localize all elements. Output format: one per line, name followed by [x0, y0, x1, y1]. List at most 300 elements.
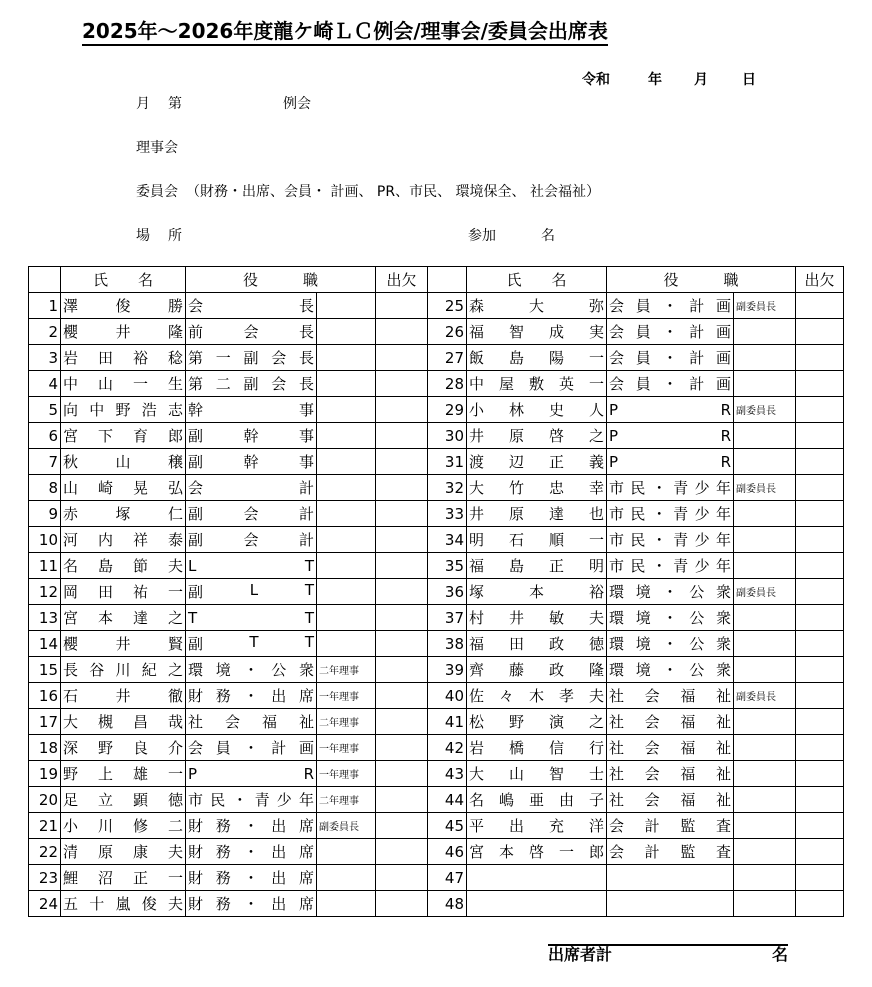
distributed-text: 平 出 充 洋: [469, 817, 604, 835]
table-header-row: [29, 267, 844, 293]
attendance-cell-left[interactable]: [376, 735, 428, 761]
distributed-text: 澤 俊 勝: [63, 297, 183, 315]
member-name-right: [467, 293, 607, 319]
member-role-right: [607, 709, 734, 735]
distributed-text: 会 計: [188, 479, 314, 497]
row-number-right: 38: [428, 631, 467, 657]
row-number-right: 47: [428, 865, 467, 891]
distributed-text: 副 会 計: [188, 505, 314, 523]
attendance-cell-left[interactable]: [376, 319, 428, 345]
distributed-text: 野 上 雄 一: [63, 765, 183, 783]
member-role-right: [607, 605, 734, 631]
distributed-text: 福 島 正 明: [469, 557, 604, 575]
distributed-text: 市 民 ・ 青 少 年: [609, 531, 731, 549]
member-name-right: [467, 527, 607, 553]
table-row: [29, 423, 844, 449]
attendance-cell-left[interactable]: [376, 423, 428, 449]
distributed-text: 財 務 ・ 出 席: [188, 895, 314, 913]
distributed-text: 岡 田 祐 一: [63, 583, 183, 601]
member-note-left: 二年理事: [317, 787, 376, 813]
member-role-right: [607, 371, 734, 397]
row-number-left: 3: [29, 345, 61, 371]
distributed-text: 市 民 ・ 青 少 年: [609, 557, 731, 575]
member-role-right: [607, 345, 734, 371]
member-note-left: 一年理事: [317, 761, 376, 787]
member-name-right: [467, 449, 607, 475]
member-note-left: [317, 345, 376, 371]
total-label: 出席者計: [548, 945, 613, 964]
distributed-text: 第 一 副 会 長: [188, 349, 314, 367]
member-name-right: [467, 709, 607, 735]
distributed-text: 岩 田 裕 稔: [63, 349, 183, 367]
member-note-right: [734, 319, 796, 345]
member-role-left: [186, 865, 317, 891]
member-note-right: [734, 891, 796, 917]
distributed-text: 井 原 達 也: [469, 505, 604, 523]
row-number-right: 42: [428, 735, 467, 761]
distributed-text: 宮 下 育 郎: [63, 427, 183, 445]
row-number-right: 44: [428, 787, 467, 813]
committee-list: （財務・出席、会員・ 計画、 PR、市民、 環境保全、 社会福祉）: [186, 184, 600, 200]
row-number-left: 6: [29, 423, 61, 449]
member-note-left: 一年理事: [317, 735, 376, 761]
member-note-left: 副委員長: [317, 813, 376, 839]
distributed-text: 会 員 ・ 計 画: [188, 739, 314, 757]
attendance-cell-left[interactable]: [376, 605, 428, 631]
distributed-text: 市 民 ・ 青 少 年: [609, 505, 731, 523]
distributed-text: 櫻 井 隆: [63, 323, 183, 341]
attendance-cell-left[interactable]: [376, 865, 428, 891]
distributed-text: 石 井 徹: [63, 687, 183, 705]
row-number-left: 18: [29, 735, 61, 761]
distributed-text: 齊 藤 政 隆: [469, 661, 604, 679]
distributed-text: 社 会 福 祉: [609, 791, 731, 809]
member-role-left: [186, 839, 317, 865]
member-name-left: [61, 865, 186, 891]
member-name-right: [467, 423, 607, 449]
member-role-right: [607, 449, 734, 475]
meeting-month-label: 月: [136, 96, 150, 112]
header-role-right: 役 職: [607, 267, 796, 293]
row-number-left: 7: [29, 449, 61, 475]
member-name-left: [61, 475, 186, 501]
attendance-cell-right[interactable]: [796, 813, 844, 839]
attendance-table: [28, 266, 844, 917]
row-number-right: 27: [428, 345, 467, 371]
table-row: [29, 579, 844, 605]
distributed-text: 山 崎 晃 弘: [63, 479, 183, 497]
distributed-text: 大 槻 昌 哉: [63, 713, 183, 731]
table-row: [29, 605, 844, 631]
row-number-left: 17: [29, 709, 61, 735]
header-name-left: 氏 名: [61, 267, 186, 293]
distributed-text: 小 川 修 二: [63, 817, 183, 835]
member-name-right: [467, 345, 607, 371]
distributed-text: 会 計 監 査: [609, 843, 731, 861]
distributed-text: 小 林 史 人: [469, 401, 604, 419]
row-number-right: 48: [428, 891, 467, 917]
distributed-text: 足 立 顕 徳: [63, 791, 183, 809]
date-day: 日: [742, 72, 756, 88]
attendance-cell-left[interactable]: [376, 631, 428, 657]
date-year: 年: [648, 72, 662, 88]
member-name-left: [61, 735, 186, 761]
row-number-left: 5: [29, 397, 61, 423]
distributed-text: 長 谷 川 紀 之: [63, 661, 183, 679]
member-name-left: [61, 397, 186, 423]
member-role-left: [186, 397, 317, 423]
header-name-right: 氏 名: [467, 267, 607, 293]
row-number-left: 16: [29, 683, 61, 709]
row-number-left: 20: [29, 787, 61, 813]
member-note-right: [734, 553, 796, 579]
member-role-left: [186, 449, 317, 475]
attendance-cell-left[interactable]: [376, 527, 428, 553]
table-row: [29, 709, 844, 735]
distributed-text: 大 竹 忠 幸: [469, 479, 604, 497]
table-row: [29, 371, 844, 397]
member-name-right: [467, 813, 607, 839]
attendance-cell-right[interactable]: [796, 787, 844, 813]
row-number-right: 28: [428, 371, 467, 397]
attendance-cell-right[interactable]: [796, 527, 844, 553]
distributed-text: 宮 本 啓 一 郎: [469, 843, 604, 861]
distributed-text: 会 員 ・ 計 画: [609, 297, 731, 315]
member-note-left: [317, 865, 376, 891]
member-role-right: [607, 839, 734, 865]
attendance-cell-right[interactable]: [796, 683, 844, 709]
distributed-text: 福 田 政 徳: [469, 635, 604, 653]
table-row: [29, 761, 844, 787]
attendance-cell-right[interactable]: [796, 865, 844, 891]
distributed-text: 村 井 敏 夫: [469, 609, 604, 627]
member-role-left: [186, 683, 317, 709]
member-name-left: [61, 553, 186, 579]
distributed-text: 副 T T: [188, 633, 314, 653]
distributed-text: P R: [609, 426, 731, 445]
member-note-left: [317, 475, 376, 501]
member-note-right: [734, 423, 796, 449]
row-number-left: 10: [29, 527, 61, 553]
row-number-right: 46: [428, 839, 467, 865]
distributed-text: 清 原 康 夫: [63, 843, 183, 861]
member-note-left: [317, 293, 376, 319]
attendance-cell-right[interactable]: [796, 423, 844, 449]
header-attendance-left: 出欠: [376, 267, 428, 293]
member-role-left: [186, 813, 317, 839]
distributed-text: 中 屋 敷 英 一: [469, 375, 604, 393]
member-note-left: [317, 605, 376, 631]
board-label: 理事会: [136, 140, 178, 156]
member-role-left: [186, 345, 317, 371]
member-note-right: [734, 449, 796, 475]
attendance-cell-right[interactable]: [796, 605, 844, 631]
table-row: [29, 475, 844, 501]
table-row: [29, 735, 844, 761]
member-note-left: [317, 579, 376, 605]
member-note-left: [317, 631, 376, 657]
member-role-right: [607, 423, 734, 449]
table-row: [29, 865, 844, 891]
distributed-text: 会 計 監 査: [609, 817, 731, 835]
row-number-left: 1: [29, 293, 61, 319]
member-name-right: [467, 891, 607, 917]
member-note-right: 副委員長: [734, 397, 796, 423]
member-name-left: [61, 657, 186, 683]
distributed-text: P R: [188, 764, 314, 783]
row-number-left: 4: [29, 371, 61, 397]
distributed-text: 社 会 福 祉: [609, 739, 731, 757]
row-number-right: 31: [428, 449, 467, 475]
row-number-right: 32: [428, 475, 467, 501]
row-number-right: 35: [428, 553, 467, 579]
row-number-left: 19: [29, 761, 61, 787]
attendance-cell-right[interactable]: [796, 371, 844, 397]
member-name-left: [61, 449, 186, 475]
place-label-1: 場: [136, 228, 150, 244]
table-row: [29, 449, 844, 475]
distributed-text: 櫻 井 賢: [63, 635, 183, 653]
member-note-right: [734, 787, 796, 813]
distributed-text: 深 野 良 介: [63, 739, 183, 757]
row-number-right: 40: [428, 683, 467, 709]
member-role-left: [186, 657, 317, 683]
distributed-text: P R: [609, 452, 731, 471]
date-month: 月: [694, 72, 708, 88]
member-note-left: [317, 839, 376, 865]
participants-unit: 名: [541, 228, 555, 244]
member-note-left: [317, 423, 376, 449]
distributed-text: 岩 橋 信 行: [469, 739, 604, 757]
member-name-right: [467, 631, 607, 657]
member-role-right: [607, 891, 734, 917]
attendance-cell-right[interactable]: [796, 891, 844, 917]
member-note-right: [734, 345, 796, 371]
row-number-right: 41: [428, 709, 467, 735]
table-row: [29, 527, 844, 553]
attendance-cell-right[interactable]: [796, 631, 844, 657]
attendance-cell-left[interactable]: [376, 761, 428, 787]
member-role-left: [186, 579, 317, 605]
committee-label: 委員会: [136, 184, 178, 200]
distributed-text: 市 民 ・ 青 少 年: [609, 479, 731, 497]
row-number-right: 30: [428, 423, 467, 449]
attendance-cell-right[interactable]: [796, 579, 844, 605]
member-role-right: [607, 293, 734, 319]
table-row: [29, 891, 844, 917]
member-note-right: [734, 865, 796, 891]
member-role-right: [607, 501, 734, 527]
row-number-left: 22: [29, 839, 61, 865]
member-role-left: [186, 735, 317, 761]
header-attendance-right: 出欠: [796, 267, 844, 293]
member-name-left: [61, 293, 186, 319]
member-note-left: [317, 319, 376, 345]
member-name-left: [61, 891, 186, 917]
member-name-left: [61, 709, 186, 735]
member-name-right: [467, 501, 607, 527]
member-role-left: [186, 787, 317, 813]
attendance-cell-left[interactable]: [376, 345, 428, 371]
attendance-cell-right[interactable]: [796, 761, 844, 787]
distributed-text: 会 長: [188, 297, 314, 315]
row-number-left: 13: [29, 605, 61, 631]
distributed-text: 明 石 順 一: [469, 531, 604, 549]
attendance-cell-left[interactable]: [376, 475, 428, 501]
distributed-text: 会 員 ・ 計 画: [609, 375, 731, 393]
distributed-text: 鯉 沼 正 一: [63, 869, 183, 887]
table-row: [29, 553, 844, 579]
distributed-text: 宮 本 達 之: [63, 609, 183, 627]
member-name-left: [61, 683, 186, 709]
distributed-text: L T: [188, 556, 314, 575]
attendance-cell-right[interactable]: [796, 293, 844, 319]
member-name-right: [467, 319, 607, 345]
distributed-text: 副 L T: [188, 581, 314, 601]
member-role-right: [607, 475, 734, 501]
member-note-right: [734, 813, 796, 839]
member-role-right: [607, 865, 734, 891]
member-note-right: 副委員長: [734, 293, 796, 319]
distributed-text: 社 会 福 祉: [609, 765, 731, 783]
distributed-text: 松 野 演 之: [469, 713, 604, 731]
attendance-cell-right[interactable]: [796, 319, 844, 345]
member-role-left: [186, 631, 317, 657]
attendance-cell-right[interactable]: [796, 839, 844, 865]
member-role-left: [186, 891, 317, 917]
member-note-left: [317, 891, 376, 917]
distributed-text: 名 嶋 亜 由 子: [469, 791, 604, 809]
attendance-cell-right[interactable]: [796, 709, 844, 735]
member-name-left: [61, 371, 186, 397]
distributed-text: 副 幹 事: [188, 427, 314, 445]
attendance-cell-right[interactable]: [796, 475, 844, 501]
member-name-left: [61, 605, 186, 631]
attendance-cell-left[interactable]: [376, 449, 428, 475]
distributed-text: 井 原 啓 之: [469, 427, 604, 445]
attendance-cell-left[interactable]: [376, 891, 428, 917]
member-note-right: [734, 657, 796, 683]
member-note-left: [317, 397, 376, 423]
row-number-right: 33: [428, 501, 467, 527]
row-number-left: 15: [29, 657, 61, 683]
attendance-cell-left[interactable]: [376, 553, 428, 579]
attendance-cell-left[interactable]: [376, 839, 428, 865]
table-row: [29, 345, 844, 371]
attendance-cell-right[interactable]: [796, 735, 844, 761]
member-name-left: [61, 787, 186, 813]
attendance-cell-right[interactable]: [796, 657, 844, 683]
distributed-text: 福 智 成 実: [469, 323, 604, 341]
member-name-left: [61, 761, 186, 787]
distributed-text: 環 境 ・ 公 衆: [609, 661, 731, 679]
member-role-right: [607, 553, 734, 579]
row-number-right: 26: [428, 319, 467, 345]
attendance-cell-left[interactable]: [376, 657, 428, 683]
attendance-cell-right[interactable]: [796, 501, 844, 527]
attendance-cell-right[interactable]: [796, 397, 844, 423]
member-name-left: [61, 631, 186, 657]
member-name-right: [467, 579, 607, 605]
row-number-left: 23: [29, 865, 61, 891]
distributed-text: 幹 事: [188, 401, 314, 419]
attendance-cell-right[interactable]: [796, 553, 844, 579]
member-note-left: [317, 371, 376, 397]
attendance-cell-left[interactable]: [376, 293, 428, 319]
header-role-left: 役 職: [186, 267, 376, 293]
member-note-left: [317, 553, 376, 579]
member-role-right: [607, 683, 734, 709]
member-role-left: [186, 605, 317, 631]
row-number-left: 12: [29, 579, 61, 605]
member-role-left: [186, 475, 317, 501]
distributed-text: 佐 々 木 孝 夫: [469, 687, 604, 705]
member-role-right: [607, 735, 734, 761]
attendance-cell-right[interactable]: [796, 449, 844, 475]
table-row: [29, 319, 844, 345]
member-name-left: [61, 813, 186, 839]
row-number-left: 14: [29, 631, 61, 657]
member-name-left: [61, 579, 186, 605]
table-row: [29, 501, 844, 527]
member-role-left: [186, 761, 317, 787]
row-number-left: 24: [29, 891, 61, 917]
member-role-left: [186, 709, 317, 735]
member-note-left: 二年理事: [317, 709, 376, 735]
member-note-right: [734, 605, 796, 631]
member-name-right: [467, 787, 607, 813]
member-note-left: [317, 527, 376, 553]
member-note-right: [734, 735, 796, 761]
member-note-right: [734, 839, 796, 865]
member-name-left: [61, 423, 186, 449]
member-note-right: [734, 761, 796, 787]
member-note-left: 一年理事: [317, 683, 376, 709]
attendance-cell-left[interactable]: [376, 501, 428, 527]
attendance-cell-left[interactable]: [376, 813, 428, 839]
attendance-cell-left[interactable]: [376, 683, 428, 709]
total-unit: 名: [771, 945, 788, 964]
attendance-cell-left[interactable]: [376, 787, 428, 813]
row-number-left: 8: [29, 475, 61, 501]
member-role-left: [186, 423, 317, 449]
row-number-right: 34: [428, 527, 467, 553]
total-attendance: [548, 944, 788, 964]
attendance-cell-left[interactable]: [376, 371, 428, 397]
member-role-right: [607, 579, 734, 605]
row-number-left: 9: [29, 501, 61, 527]
table-row: [29, 683, 844, 709]
distributed-text: T T: [188, 608, 314, 627]
distributed-text: 環 境 ・ 公 衆: [609, 583, 731, 601]
member-name-left: [61, 319, 186, 345]
distributed-text: 赤 塚 仁: [63, 505, 183, 523]
distributed-text: 森 大 弥: [469, 297, 604, 315]
member-name-right: [467, 839, 607, 865]
attendance-cell-left[interactable]: [376, 709, 428, 735]
member-role-left: [186, 371, 317, 397]
member-role-right: [607, 631, 734, 657]
member-role-right: [607, 657, 734, 683]
attendance-cell-left[interactable]: [376, 397, 428, 423]
member-note-right: [734, 709, 796, 735]
attendance-cell-right[interactable]: [796, 345, 844, 371]
distributed-text: 五 十 嵐 俊 夫: [63, 895, 183, 913]
row-number-left: 11: [29, 553, 61, 579]
attendance-cell-left[interactable]: [376, 579, 428, 605]
page-title: 2025年～2026年度龍ケ崎ＬＣ例会/理事会/委員会出席表: [82, 18, 608, 46]
distributed-text: 会 員 ・ 計 画: [609, 349, 731, 367]
